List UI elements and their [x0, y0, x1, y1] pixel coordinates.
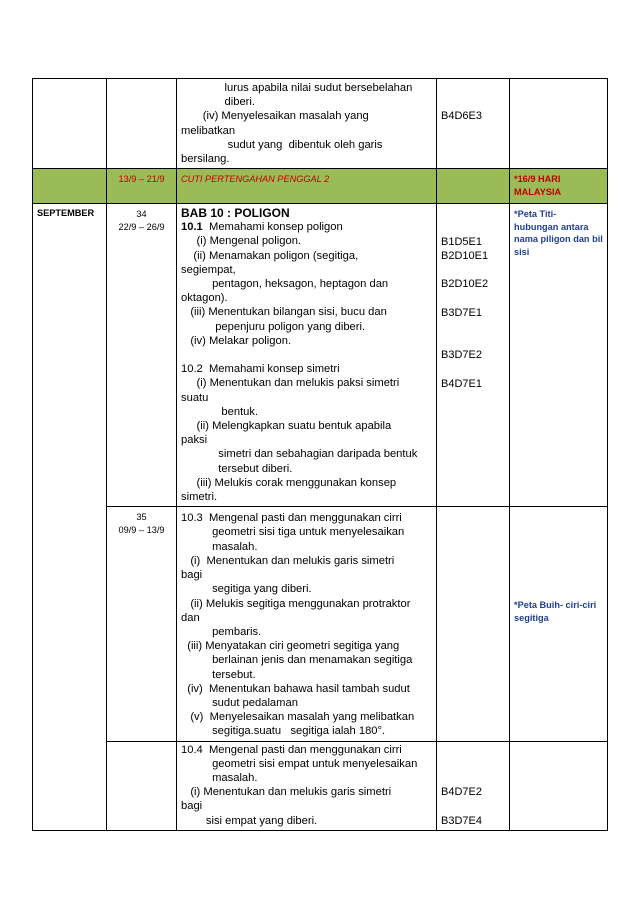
code-cell: [437, 507, 510, 741]
text-line: (ii) Melengkapkan suatu bentuk apabila: [181, 420, 392, 433]
table-row: [33, 204, 608, 507]
text-line: (v) Menyelesaikan masalah yang melibatkan: [181, 711, 415, 724]
text-line: bagi: [181, 569, 203, 582]
text-line: masalah.: [181, 771, 258, 784]
text-line: B1D5E1: [441, 235, 482, 248]
text-line: (ii) Menamakan poligon (segitiga,: [181, 249, 359, 262]
text-line: pembaris.: [181, 625, 262, 638]
text-line: melibatkan: [181, 124, 236, 137]
text-line: B4D6E3: [441, 110, 482, 123]
text-line: [441, 757, 505, 771]
topic-lines: [177, 79, 436, 168]
text-line: lurus apabila nilai sudut bersebelahan: [181, 82, 413, 94]
week-cell: [107, 507, 177, 741]
text-line: 10.2 Memahami konsep simetri: [181, 363, 340, 376]
text-line: pepenjuru poligon yang diberi.: [181, 320, 366, 333]
text-line: (iv) Menyelesaikan masalah yang: [181, 110, 369, 123]
code-cell: [437, 79, 510, 169]
month-cell: [33, 204, 107, 831]
topic-cell: [177, 741, 437, 830]
text-line: (iii) Melukis corak menggunakan konsep: [181, 476, 397, 489]
topic-heading-text: Memahami konsep poligon: [202, 221, 343, 234]
topic-number: 10.1: [181, 221, 203, 234]
code-cell: [437, 741, 510, 830]
text-line: (i) Menentukan dan melukis garis simetri: [181, 554, 395, 567]
text-line: sudut pedalaman: [181, 696, 298, 709]
text-line: simetri.: [181, 491, 218, 504]
text-line: [441, 771, 505, 785]
topic-lines: [181, 234, 432, 504]
table-row: [33, 741, 608, 830]
month-label: SEPTEMBER: [37, 208, 95, 219]
holiday-note: *16/9 HARI MALAYSIA: [514, 174, 562, 197]
note-cell: [510, 741, 608, 830]
text-line: bagi: [181, 800, 203, 813]
topic-lines: [177, 742, 436, 830]
text-line: 10.4 Mengenal pasti dan menggunakan cirri: [181, 743, 402, 756]
month-cell: [33, 79, 107, 169]
topic-cell: [177, 507, 437, 741]
lesson-plan-table: [32, 78, 608, 831]
text-line: B3D7E2: [441, 349, 482, 362]
holiday-title: CUTI PERTENGAHAN PENGGAL 2: [181, 174, 330, 185]
topic-cell: [177, 79, 437, 169]
note-cell: [510, 79, 608, 169]
table-row: [33, 79, 608, 169]
text-line: oktagon).: [181, 292, 228, 305]
text-line: [441, 206, 505, 220]
text-line: [441, 81, 505, 95]
text-line: (ii) Melukis segitiga menggunakan protraktor: [181, 597, 411, 610]
text-line: segitiga.suatu segitiga ialah 180°.: [181, 725, 386, 738]
text-line: B4D7E1: [441, 377, 482, 390]
month-cell: [33, 169, 107, 204]
code-cell: [437, 169, 510, 204]
activity-note: *Peta Titi- hubungan antara nama piligon dan bil sisi: [514, 209, 603, 257]
holiday-row: [33, 169, 608, 204]
text-line: B3D7E4: [441, 814, 482, 827]
text-line: simetri dan sebahagian daripada bentuk: [181, 448, 418, 461]
text-line: [441, 95, 505, 109]
text-line: [441, 743, 505, 757]
topic-heading: [181, 220, 432, 234]
text-line: bentuk.: [181, 405, 259, 418]
code-lines: [437, 742, 509, 830]
text-line: tersebut diberi.: [181, 462, 293, 475]
table-row: [33, 507, 608, 741]
text-line: segiempat,: [181, 263, 236, 276]
text-line: bersilang.: [181, 153, 230, 166]
text-line: [441, 220, 505, 234]
text-line: [181, 348, 432, 362]
text-line: diberi.: [181, 96, 255, 109]
text-line: (iii) Menentukan bilangan sisi, bucu dan: [181, 306, 387, 319]
text-line: [441, 263, 505, 277]
text-line: [441, 320, 505, 334]
text-line: (iv) Menentukan bahawa hasil tambah sudut: [181, 682, 410, 695]
text-line: dan: [181, 611, 200, 624]
text-line: (iv) Melakar poligon.: [181, 334, 292, 347]
code-lines: [437, 204, 509, 393]
week-cell: [107, 741, 177, 830]
text-line: B3D7E1: [441, 306, 482, 319]
text-line: (iii) Menyatakan ciri geometri segitiga yang: [181, 640, 400, 653]
week-number: 34: [136, 209, 147, 220]
text-line: (i) Menentukan dan melukis garis simetri: [181, 786, 392, 799]
holiday-dates: 13/9 – 21/9: [107, 169, 177, 204]
note-cell: [510, 204, 608, 507]
text-line: B2D10E2: [441, 278, 489, 291]
note-cell: [510, 507, 608, 741]
text-line: sisi empat yang diberi.: [181, 814, 318, 827]
topic-cell: [177, 204, 437, 507]
week-cell: [107, 79, 177, 169]
activity-note: *Peta Buih- ciri-ciri segitiga: [514, 600, 597, 623]
text-line: [441, 334, 505, 348]
text-line: berlainan jenis dan menamakan segitiga: [181, 654, 413, 667]
text-line: [441, 799, 505, 813]
text-line: B4D7E2: [441, 786, 482, 799]
text-line: tersebut.: [181, 668, 256, 681]
text-line: (i) Mengenal poligon.: [181, 235, 302, 248]
chapter-title: BAB 10 : POLIGON: [181, 206, 290, 221]
text-line: masalah.: [181, 540, 258, 553]
text-line: pentagon, heksagon, heptagon dan: [181, 278, 389, 291]
text-line: [441, 362, 505, 376]
text-line: paksi: [181, 434, 208, 447]
text-line: segitiga yang diberi.: [181, 583, 312, 596]
text-line: 10.3 Mengenal pasti dan menggunakan cirri: [181, 512, 402, 525]
week-dates: 22/9 – 26/9: [118, 221, 165, 232]
week-number: 35: [136, 512, 147, 523]
text-line: geometri sisi empat untuk menyelesaikan: [181, 757, 418, 770]
holiday-title-cell: [177, 169, 437, 204]
text-line: suatu: [181, 391, 209, 404]
text-line: geometri sisi tiga untuk menyelesaikan: [181, 526, 405, 539]
text-line: sudut yang dibentuk oleh garis: [181, 138, 383, 151]
code-cell: [437, 204, 510, 507]
week-cell: [107, 204, 177, 507]
text-line: [441, 291, 505, 305]
code-lines: [437, 79, 509, 126]
text-line: (i) Menentukan dan melukis paksi simetri: [181, 377, 400, 390]
week-dates: 09/9 – 13/9: [118, 524, 165, 535]
topic-lines: [177, 507, 436, 740]
text-line: B2D10E1: [441, 249, 489, 262]
holiday-note-cell: [510, 169, 608, 204]
